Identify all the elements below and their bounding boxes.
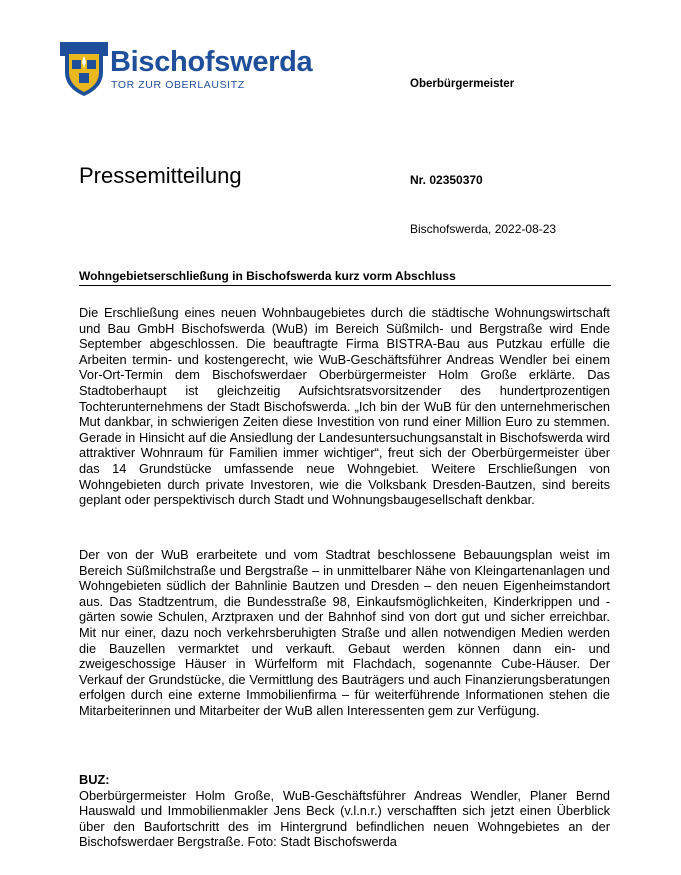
headline: Wohngebietserschließung in Bischofswerda kurz vorm Abschluss [79,269,611,286]
paragraph-2: Der von der WuB erarbeitete und vom Stadtrat beschlossene Bebauungsplan weist im Bereich Süßmilchstraße und Bergstraße – in unmittelbarer Nähe von Kleingartenanlagen und Wohngebieten südlich der Bahnlinie Bautzen und Dresden – den neuen Eigenheimstandort aus. Das Stadtzentrum, die Bundesstraße 98, Einkaufsmöglichkeiten, Kinderkrippen und -gärten sowie Schulen, Arztpraxen und der Bahnhof sind von dort gut und sicher erreichbar. Mit nur einer, dazu noch verkehrsberuhigten Straße und allen notwendigen Medien werden die Bauzellen vermarktet und verkauft. Gebaut werden können dann ein- und zweigeschossige Häuser in Würfelform mit Flachdach, sogenannte Cube-Häuser. Der Verkauf der Grundstücke, die Vermittlung des Bauträgers und auch Finanzierungsberatungen erfolgen durch eine externe Immobilienfirma – für weiterführende Informationen stehen die Mitarbeiterinnen und Mitarbeiter der WuB allen Interessenten gem zur Verfügung. [79,547,610,718]
document-title: Pressemitteilung [79,163,242,188]
city-logo [60,42,313,98]
place-date: Bischofswerda, 2022-08-23 [410,222,557,236]
office-label: Oberbürgermeister [410,78,515,90]
paragraph-1: Die Erschließung eines neuen Wohnbaugebietes durch die städtische Wohnungswirtschaft und Bau GmbH Bischofswerda (WuB) im Bereich Süßmilch- und Bergstraße wird Ende September abgeschlossen. Die beauftragte Firma BISTRA-Bau aus Putzkau erfülle die Arbeiten termin- und kostengerecht, wie WuB-Geschäftsführer Andreas Wendler bei einem Vor-Ort-Termin dem Bischofswerdaer Oberbürgermeister Holm Große erklärte. Das Stadtoberhaupt ist gleichzeitig Aufsichtsratsvorsitzender des hundertprozentigen Tochterunternehmens der Stadt Bischofswerda. „Ich bin der WuB für den unternehmerischen Mut dankbar, in schwierigen Zeiten diese Investition von rund einer Million Euro zu stemmen. Gerade in Hinsicht auf die Ansiedlung der Landesuntersuchungsanstalt in Bischofswerda wird attraktiver Wohnraum für Familien immer wichtiger“, freut sich der Oberbürgermeister über das 14 Grundstücke umfassende neue Wohngebiet. Weitere Erschließungen von Wohngebieten durch private Investoren, wie die Volksbank Dresden-Bautzen, sind bereits geplant oder perspektivisch durch Stadt und Wohnungsbaugesellschaft denkbar. [79,305,610,508]
document-number: Nr. 02350370 [410,173,483,187]
caption-label: BUZ: [79,772,110,787]
caption-text: Oberbürgermeister Holm Große, WuB-Geschäftsführer Andreas Wendler, Planer Bernd Hauswald und Immobilienmakler Jens Beck (v.l.n.r.) verschafften sich jetzt einen Überblick über den Baufortschritt des im Hintergrund befindlichen neuen Wohngebietes an der Bischofswerdaer Bergstraße. Foto: Stadt Bischofswerda [79,787,610,850]
coat-of-arms-icon [60,42,108,98]
logo-wordmark: Bischofswerda [110,46,313,78]
photo-caption [79,772,610,850]
logo-tagline: TOR ZUR OBERLAUSITZ [111,79,245,91]
